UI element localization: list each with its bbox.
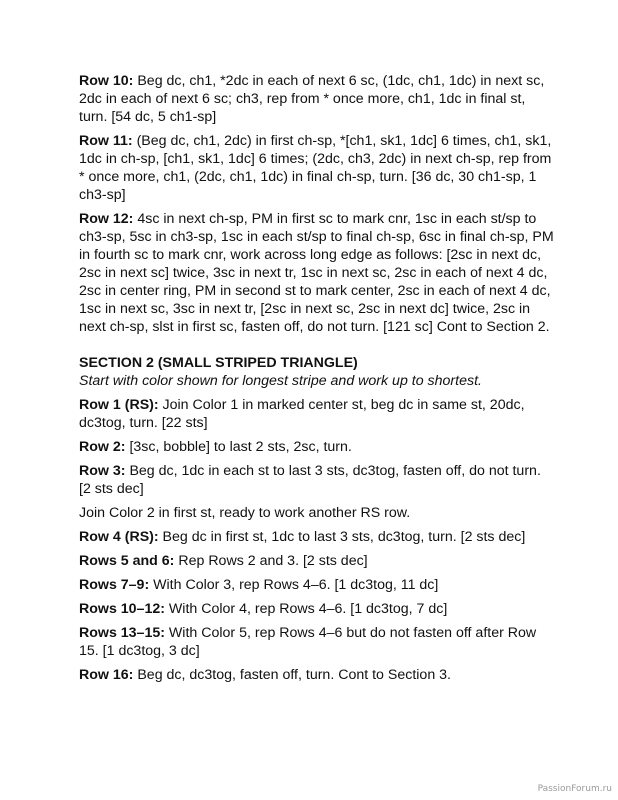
row-label: Row 12: bbox=[79, 211, 134, 227]
row-label: Row 16: bbox=[79, 667, 134, 683]
row-label: Rows 10–12: bbox=[79, 601, 165, 617]
row-text: With Color 5, rep Rows 4–6 but do not fasten off after Row 15. [1 dc3tog, 3 dc] bbox=[79, 625, 537, 659]
row-text: Join Color 2 in first st, ready to work another RS row. bbox=[79, 505, 411, 521]
section-subheading: Start with color shown for longest stripe and work up to shortest. bbox=[79, 373, 482, 389]
row-label: Row 3: bbox=[79, 463, 126, 479]
pattern-row bbox=[79, 576, 555, 594]
pattern-row bbox=[79, 666, 555, 684]
row-label: Rows 13–15: bbox=[79, 625, 165, 641]
section-heading: SECTION 2 (SMALL STRIPED TRIANGLE) bbox=[79, 355, 358, 371]
row-text: Beg dc in first st, 1dc to last 3 sts, dc3tog, turn. [2 sts dec] bbox=[158, 529, 526, 545]
row-text: 4sc in next ch-sp, PM in first sc to mark cnr, 1sc in each st/sp to ch3-sp, 5sc in ch3-sp, 1sc in each st/sp to final ch-sp, 6sc in final ch-sp, PM in fourth sc to mark cnr, work across long edge as follows: [2sc in next dc, 2sc in next sc] twice, 3sc in next tr, 1sc in next sc, 2sc in each of next 4 dc, 2sc in center ring, PM in second st to mark center, 2sc in each of next 4 dc, 1sc in next sc, 3sc in next tr, [2sc in next sc, 2sc in next dc] twice, 2sc in next ch-sp, slst in first sc, fasten off, do not turn. [121 sc] Cont to Section 2. bbox=[79, 211, 554, 335]
row-text: Join Color 1 in marked center st, beg dc in same st, 20dc, dc3tog, turn. [22 sts] bbox=[79, 397, 525, 431]
watermark: PassionForum.ru bbox=[537, 784, 612, 794]
row-text: Rep Rows 2 and 3. [2 sts dec] bbox=[174, 553, 368, 569]
row-text: (Beg dc, ch1, 2dc) in first ch-sp, *[ch1, sk1, 1dc] 6 times, ch1, sk1, 1dc in ch-sp, [ch1, sk1, 1dc] 6 times; (2dc, ch3, 2dc) in next ch-sp, rep from * once more, ch1, (2dc, ch1, 1dc) in final ch-sp, turn. [36 dc, 30 ch1-sp, 1 ch3-sp] bbox=[79, 133, 552, 203]
pattern-row bbox=[79, 552, 555, 570]
pattern-page bbox=[79, 72, 555, 690]
pattern-row bbox=[79, 72, 555, 126]
pattern-row bbox=[79, 462, 555, 498]
row-label: Row 10: bbox=[79, 73, 134, 89]
row-text: Beg dc, ch1, *2dc in each of next 6 sc, (1dc, ch1, 1dc) in next sc, 2dc in each of next 6 sc; ch3, rep from * once more, ch1, 1dc in final st, turn. [54 dc, 5 ch1-sp] bbox=[79, 73, 545, 125]
row-label: Row 1 (RS): bbox=[79, 397, 159, 413]
row-text: Beg dc, dc3tog, fasten off, turn. Cont to Section 3. bbox=[133, 667, 451, 683]
pattern-row bbox=[79, 438, 555, 456]
pattern-row bbox=[79, 600, 555, 618]
pattern-row bbox=[79, 528, 555, 546]
row-text: [3sc, bobble] to last 2 sts, 2sc, turn. bbox=[125, 439, 352, 455]
pattern-row bbox=[79, 624, 555, 660]
row-text: With Color 4, rep Rows 4–6. [1 dc3tog, 7 dc] bbox=[164, 601, 448, 617]
pattern-instruction bbox=[79, 504, 555, 522]
pattern-row bbox=[79, 132, 555, 204]
row-label: Row 4 (RS): bbox=[79, 529, 159, 545]
row-label: Rows 5 and 6: bbox=[79, 553, 175, 569]
pattern-row bbox=[79, 210, 555, 336]
row-text: Beg dc, 1dc in each st to last 3 sts, dc3tog, fasten off, do not turn. [2 sts dec] bbox=[79, 463, 541, 497]
row-text: With Color 3, rep Rows 4–6. [1 dc3tog, 11 dc] bbox=[149, 577, 439, 593]
row-label: Rows 7–9: bbox=[79, 577, 150, 593]
row-label: Row 2: bbox=[79, 439, 126, 455]
pattern-row bbox=[79, 396, 555, 432]
section-spacer bbox=[79, 342, 555, 354]
row-label: Row 11: bbox=[79, 133, 133, 149]
